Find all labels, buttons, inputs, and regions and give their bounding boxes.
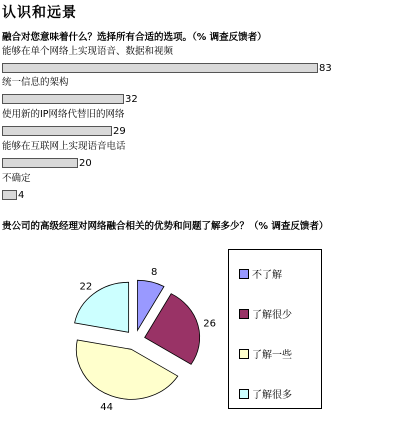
bar-category-label: 能够在互联网上实现语音电话 [2, 141, 126, 152]
bar-value-label: 83 [319, 63, 332, 74]
pie-chart-question: 贵公司的高级经理对网络融合相关的优势和问题了解多少？（% 调查反馈者） [2, 221, 329, 232]
pie-value-label: 22 [79, 281, 93, 293]
legend-label: 不了解 [252, 270, 282, 281]
legend-label: 了解很少 [252, 310, 292, 321]
legend-swatch [239, 269, 249, 279]
legend-item [239, 266, 282, 281]
bar-value-label: 29 [113, 126, 126, 137]
page-title: 认识和远景 [2, 5, 77, 21]
pie-chart [50, 245, 230, 415]
pie-value-label: 8 [150, 267, 158, 279]
bar [2, 158, 78, 168]
pie-value-label: 26 [203, 318, 217, 330]
legend-swatch [239, 309, 249, 319]
legend-swatch [239, 349, 249, 359]
pie-slice [76, 340, 177, 399]
legend-item [239, 306, 292, 321]
bar-value-label: 32 [125, 94, 138, 105]
bar-value-label: 4 [18, 190, 25, 201]
legend-swatch [239, 389, 249, 399]
bar [2, 126, 112, 136]
bar [2, 94, 124, 104]
pie-value-label: 44 [100, 402, 113, 414]
legend-label: 了解很多 [252, 390, 292, 401]
pie-legend [228, 249, 322, 409]
bar-category-label: 能够在单个网络上实现语音、数据和视频 [2, 46, 174, 57]
legend-item [239, 386, 292, 401]
bar [2, 190, 17, 200]
bar-value-label: 20 [79, 158, 92, 169]
legend-label: 了解一些 [252, 350, 292, 361]
bar-category-label: 不确定 [2, 173, 31, 184]
bar-chart-question: 融合对您意味着什么？选择所有合适的选项。（% 调查反馈者） [2, 32, 267, 43]
bar [2, 63, 318, 73]
legend-item [239, 346, 292, 361]
bar-category-label: 统一信息的架构 [2, 77, 69, 88]
bar-category-label: 使用新的IP网络代替旧的网络 [2, 109, 125, 120]
